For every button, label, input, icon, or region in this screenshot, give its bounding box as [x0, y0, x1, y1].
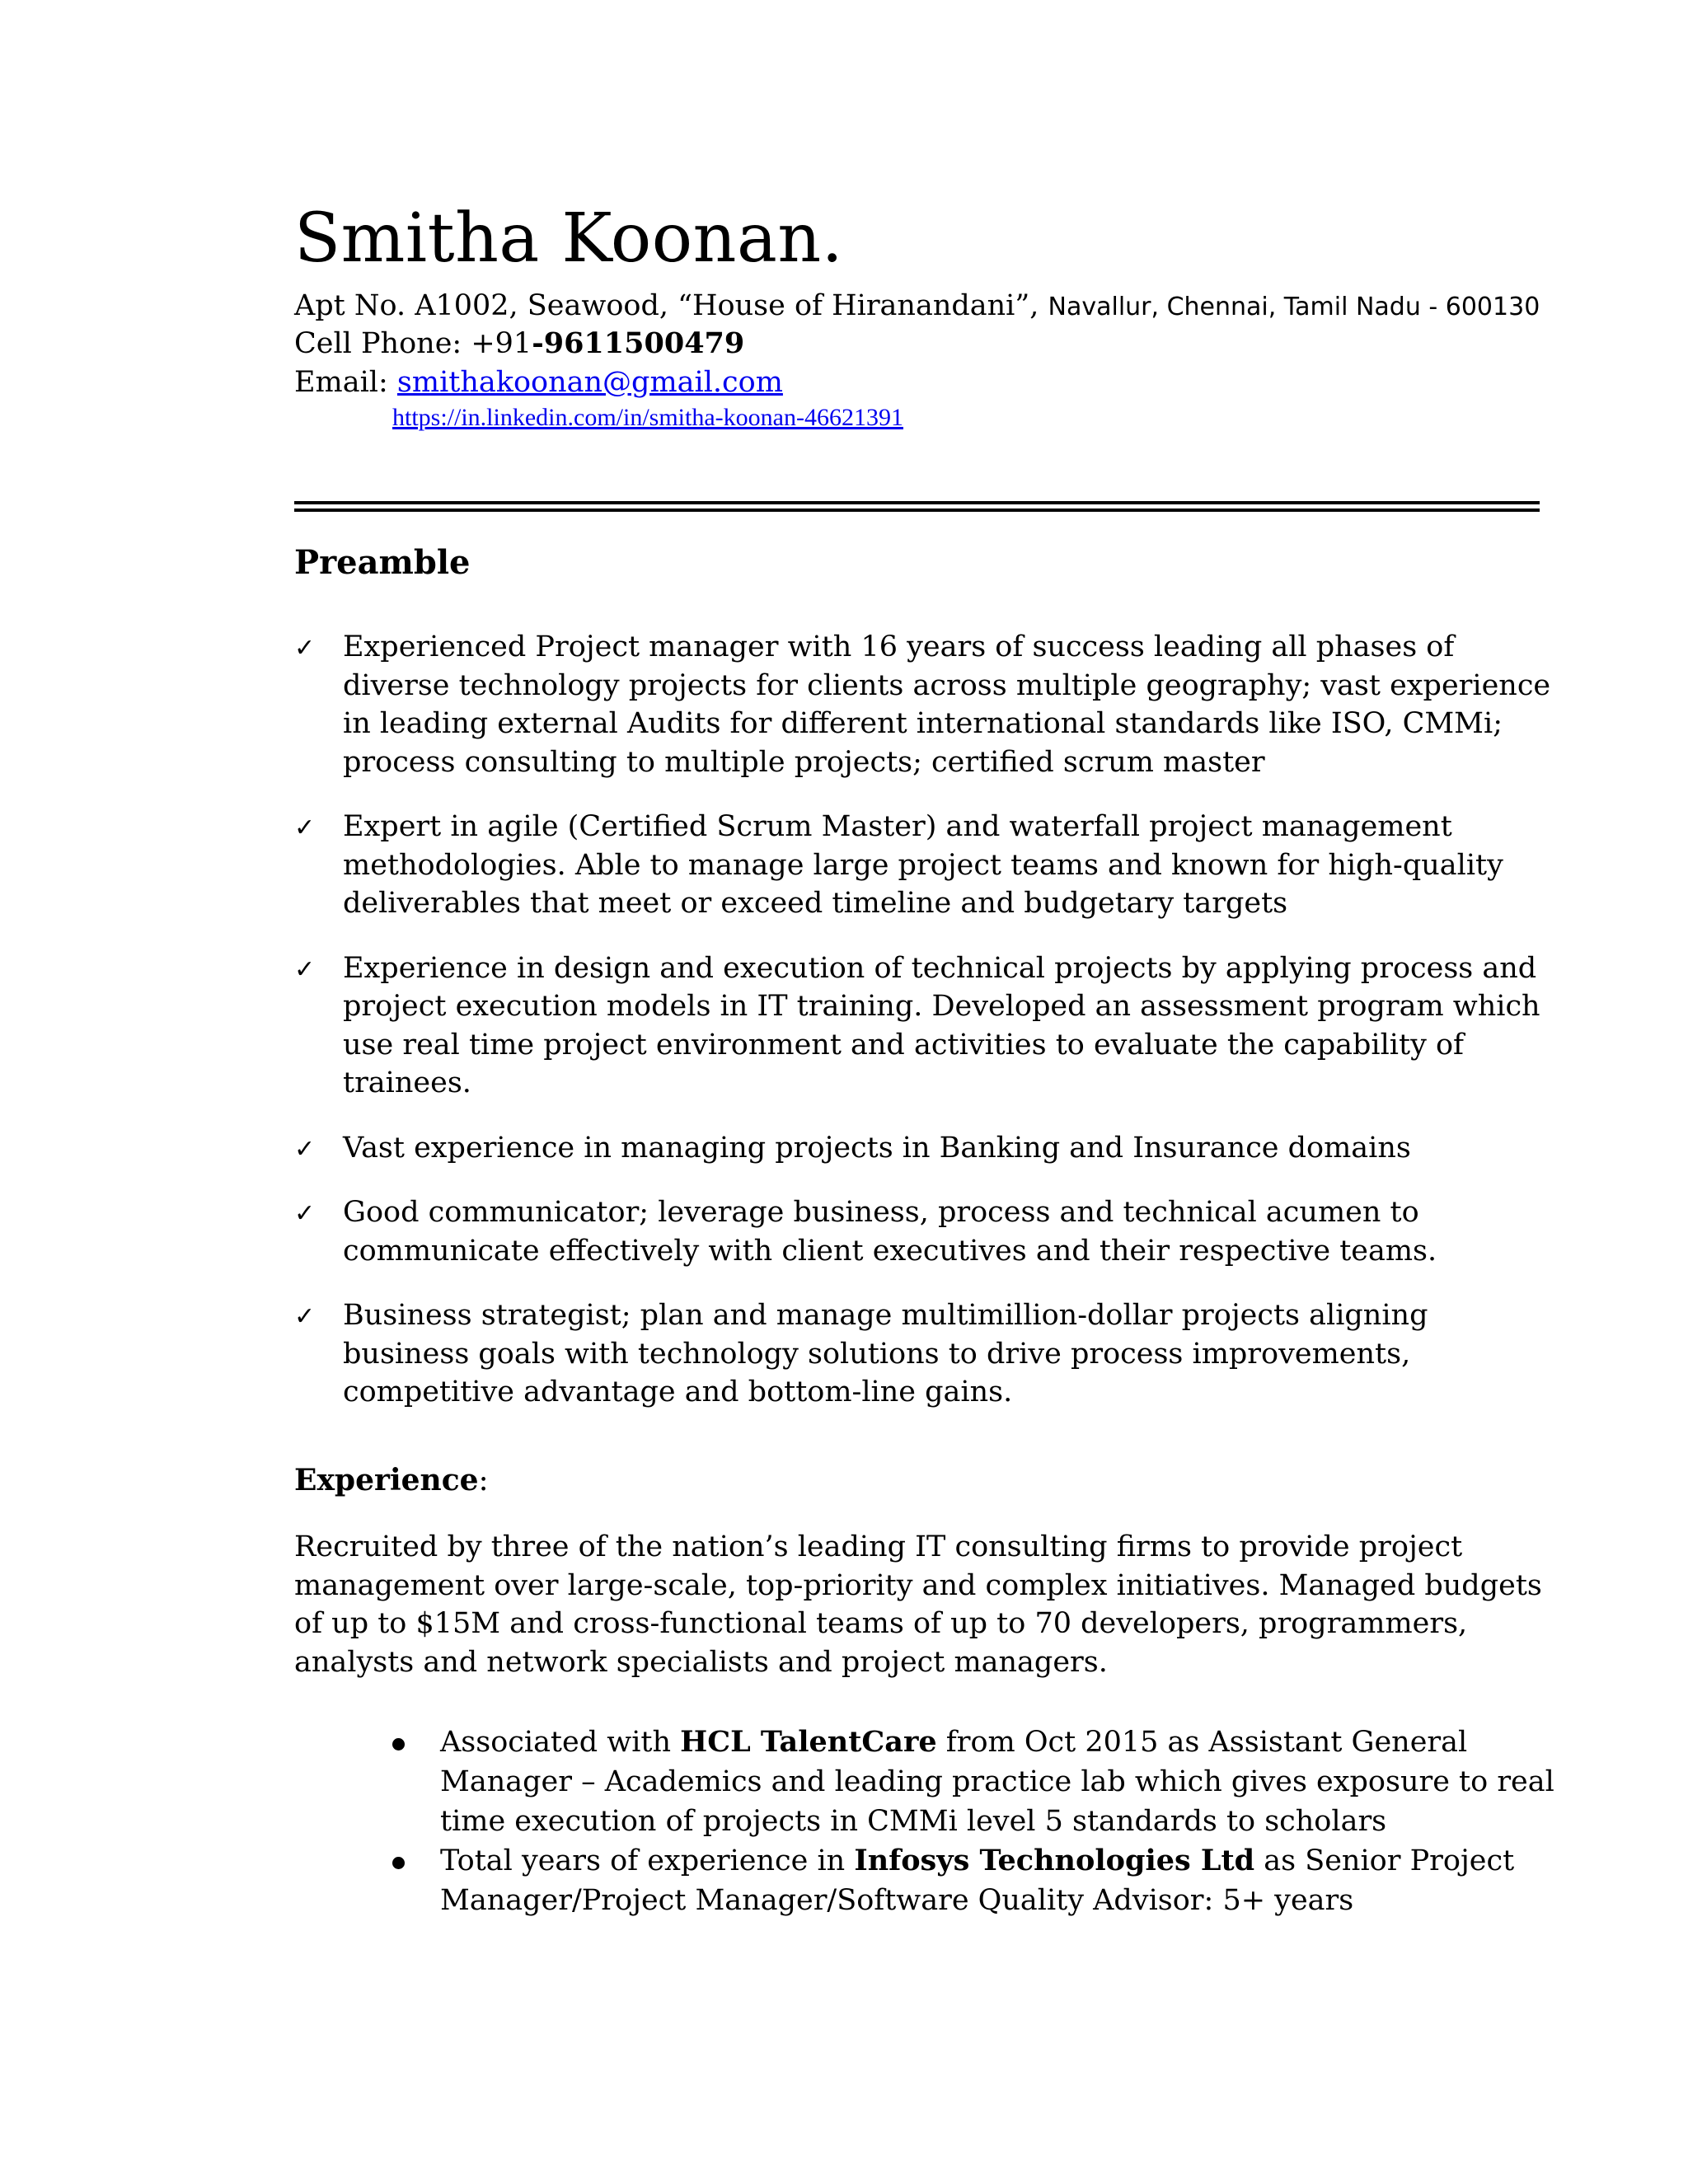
checkmark-icon: ✓ — [294, 813, 316, 842]
experience-heading-text: Experience — [294, 1463, 479, 1497]
header-divider-top — [294, 501, 1540, 504]
experience-item-after: from Oct 2015 as Assistant General Manager – Academics and leading practice lab which gives exposure to real time execution of projects in CMMi level 5 standards to scholars — [440, 1726, 1554, 1838]
preamble-item — [294, 1129, 1555, 1168]
preamble-item-text: Vast experience in managing projects in Banking and Insurance domains — [343, 1131, 1411, 1165]
linkedin-link[interactable]: https://in.linkedin.com/in/smitha-koonan-46621391 — [392, 404, 903, 431]
preamble-item-text: Experience in design and execution of technical projects by applying process and project execution models in IT training. Developed an assessment program which use real time project environment and activities to evaluate the capability of trainees. — [343, 951, 1540, 1099]
email-label: Email: — [294, 366, 397, 399]
candidate-name: Smitha Koonan. — [294, 199, 844, 278]
preamble-item — [294, 949, 1555, 1103]
address-city: Navallur, Chennai, Tamil Nadu - 600130 — [1048, 293, 1540, 321]
preamble-item — [294, 808, 1555, 923]
experience-company: HCL TalentCare — [680, 1725, 937, 1759]
preamble-heading: Preamble — [294, 543, 471, 582]
header-divider-bottom — [294, 509, 1540, 512]
experience-heading — [294, 1460, 489, 1501]
preamble-item-text: Expert in agile (Certified Scrum Master) and waterfall project management methodologies. Able to manage large project teams and known for high-quality deliverables that meet or exceed timeline and budgetary targets — [343, 810, 1503, 920]
phone-number: -9611500479 — [532, 326, 745, 360]
experience-company: Infosys Technologies Ltd — [854, 1844, 1255, 1877]
email-line — [294, 363, 783, 401]
bullet-dot-icon — [392, 1857, 405, 1869]
preamble-item — [294, 1193, 1555, 1270]
checkmark-icon: ✓ — [294, 1134, 316, 1164]
bullet-dot-icon — [392, 1738, 405, 1750]
phone-label: Cell Phone: +91 — [294, 327, 532, 360]
checkmark-icon: ✓ — [294, 954, 316, 984]
experience-item-before: Associated with — [440, 1726, 681, 1759]
preamble-item — [294, 628, 1555, 781]
address-main: Apt No. A1002, Seawood, “House of Hiranandani”, — [294, 289, 1048, 322]
address-line — [294, 287, 1540, 326]
experience-item — [392, 1722, 1563, 1841]
preamble-list — [294, 628, 1555, 1438]
experience-item-after: as Senior Project Manager/Project Manager/Software Quality Advisor: 5+ years — [440, 1844, 1515, 1917]
preamble-item-text: Business strategist; plan and manage multimillion-dollar projects aligning business goals with technology solutions to drive process improvements, competitive advantage and bottom-line gains. — [343, 1299, 1428, 1408]
experience-item-before: Total years of experience in — [440, 1844, 855, 1877]
checkmark-icon: ✓ — [294, 1302, 316, 1331]
preamble-item-text: Experienced Project manager with 16 years of success leading all phases of diverse technology projects for clients across multiple geography; vast experience in leading external Audits for different international standards like ISO, CMMi; process consulting to multiple projects; certified scrum master — [343, 630, 1551, 779]
experience-item — [392, 1841, 1563, 1920]
experience-summary: Recruited by three of the nation’s leading IT consulting firms to provide project management over large-scale, top-priority and complex initiatives. Managed budgets of up to $15M and cross-functional teams of up to 70 developers, programmers, analysts and network specialists and project managers. — [294, 1530, 1542, 1679]
phone-line — [294, 325, 744, 363]
checkmark-icon: ✓ — [294, 634, 316, 663]
checkmark-icon: ✓ — [294, 1199, 316, 1228]
preamble-item-text: Good communicator; leverage business, process and technical acumen to communicate effectively with client executives and their respective teams. — [343, 1196, 1437, 1268]
experience-heading-colon: : — [478, 1464, 489, 1497]
email-link[interactable]: smithakoonan@gmail.com — [396, 366, 783, 399]
preamble-item — [294, 1296, 1555, 1412]
experience-list — [392, 1722, 1563, 1920]
